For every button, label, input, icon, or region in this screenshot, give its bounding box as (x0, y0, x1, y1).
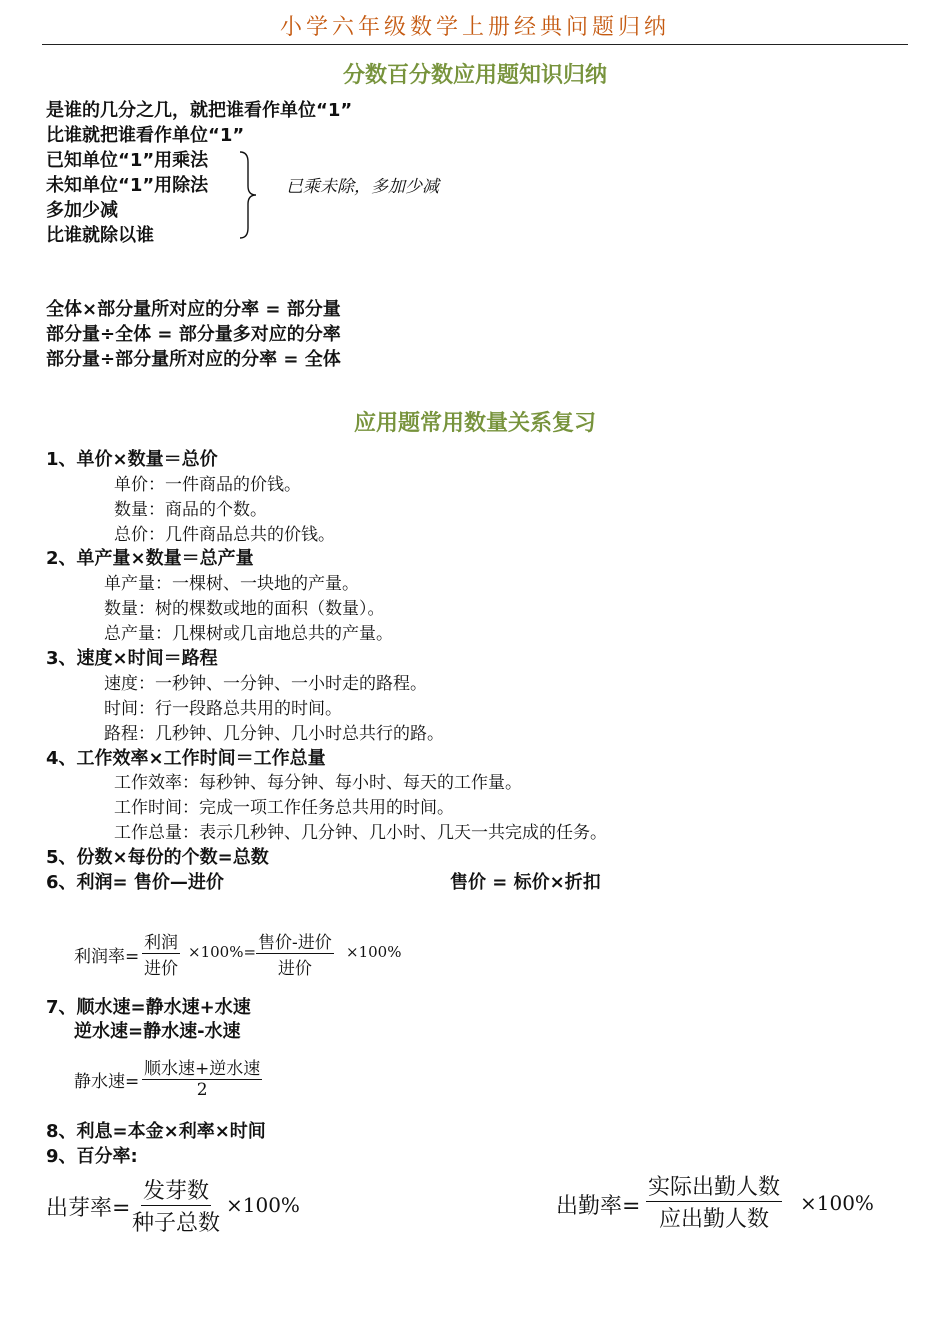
item-2-detail: 数量：树的棵数或地的面积（数量）。 (104, 599, 385, 619)
fraction-denominator: 2 (196, 1080, 208, 1100)
attendance-rate-label: 出勤率= (556, 1194, 641, 1219)
still-speed-fraction (142, 1054, 262, 1100)
item-9-head: 9、百分率: (46, 1146, 138, 1167)
brace-item-4: 比谁就除以谁 (46, 225, 154, 246)
document-header: 小学六年级数学上册经典问题归纳 (279, 15, 670, 40)
profit-rate-multiplier: ×100%= (188, 943, 257, 961)
item-3-detail: 时间：行一段路总共用的时间。 (104, 699, 342, 719)
formula-line-1: 全体×部分量所对应的分率 = 部分量 (46, 299, 341, 320)
fraction-numerator: 售价-进价 (256, 928, 334, 954)
item-8-head: 8、利息=本金×利率×时间 (46, 1121, 266, 1142)
brace-item-3: 多加少减 (46, 200, 118, 221)
item-4-detail: 工作效率：每秒钟、每分钟、每小时、每天的工作量。 (114, 773, 522, 793)
item-1-detail: 单价：一件商品的价钱。 (114, 475, 301, 495)
item-3-detail: 速度：一秒钟、一分钟、一小时走的路程。 (104, 674, 427, 694)
profit-rate-fraction-2 (256, 928, 334, 979)
rule-line-1: 是谁的几分之几，就把谁看作单位“1” (46, 100, 353, 121)
section-title-quantities: 应用题常用数量关系复习 (353, 411, 596, 436)
fraction-denominator: 种子总数 (132, 1211, 221, 1236)
section-title-fractions: 分数百分数应用题知识归纳 (342, 63, 607, 88)
fraction-numerator: 实际出勤人数 (646, 1170, 782, 1202)
item-4-detail: 工作时间：完成一项工作任务总共用的时间。 (114, 798, 454, 818)
profit-rate-label: 利润率= (74, 947, 140, 967)
item-2-head: 2、单产量×数量＝总产量 (46, 548, 254, 569)
fraction-numerator: 发芽数 (141, 1174, 211, 1206)
formula-line-3: 部分量÷部分量所对应的分率 = 全体 (46, 349, 341, 370)
item-1-detail: 数量：商品的个数。 (114, 500, 267, 520)
germination-rate-tail: ×100% (226, 1193, 300, 1217)
item-7-downstream: 7、顺水速=静水速+水速 (46, 997, 251, 1018)
right-brace-icon (238, 150, 258, 240)
header-divider (42, 44, 908, 45)
brace-note: 已乘未除，多加少减 (286, 177, 439, 197)
still-speed-label: 静水速= (74, 1072, 140, 1092)
item-3-head: 3、速度×时间＝路程 (46, 648, 218, 669)
item-1-head: 1、单价×数量＝总价 (46, 449, 218, 470)
fraction-denominator: 应出勤人数 (659, 1207, 770, 1232)
brace-item-1: 已知单位“1”用乘法 (46, 150, 209, 171)
rule-line-2: 比谁就把谁看作单位“1” (46, 125, 245, 146)
item-2-detail: 总产量：几棵树或几亩地总共的产量。 (104, 624, 393, 644)
item-4-detail: 工作总量：表示几秒钟、几分钟、几小时、几天一共完成的任务。 (114, 823, 607, 843)
item-6-head: 6、利润= 售价—进价 (46, 872, 224, 893)
brace-item-2: 未知单位“1”用除法 (46, 175, 209, 196)
item-2-detail: 单产量：一棵树、一块地的产量。 (104, 574, 359, 594)
fraction-numerator: 利润 (142, 928, 180, 954)
attendance-rate-tail: ×100% (800, 1191, 874, 1215)
formula-line-2: 部分量÷全体 = 部分量多对应的分率 (46, 324, 341, 345)
item-5-head: 5、份数×每份的个数=总数 (46, 847, 269, 868)
profit-rate-fraction-1 (142, 928, 180, 979)
item-3-detail: 路程：几秒钟、几分钟、几小时总共行的路。 (104, 724, 444, 744)
germination-rate-label: 出芽率= (46, 1196, 131, 1221)
germination-rate-fraction (130, 1174, 222, 1237)
item-6-selling-price: 售价 = 标价×折扣 (450, 872, 601, 893)
fraction-numerator: 顺水速+逆水速 (142, 1054, 262, 1080)
attendance-rate-fraction (646, 1170, 782, 1233)
fraction-denominator: 进价 (144, 959, 178, 979)
item-1-detail: 总价：几件商品总共的价钱。 (114, 525, 335, 545)
item-4-head: 4、工作效率×工作时间＝工作总量 (46, 748, 326, 769)
profit-rate-tail: ×100% (346, 943, 402, 961)
fraction-denominator: 进价 (277, 959, 312, 979)
item-7-upstream: 逆水速=静水速-水速 (74, 1021, 241, 1042)
